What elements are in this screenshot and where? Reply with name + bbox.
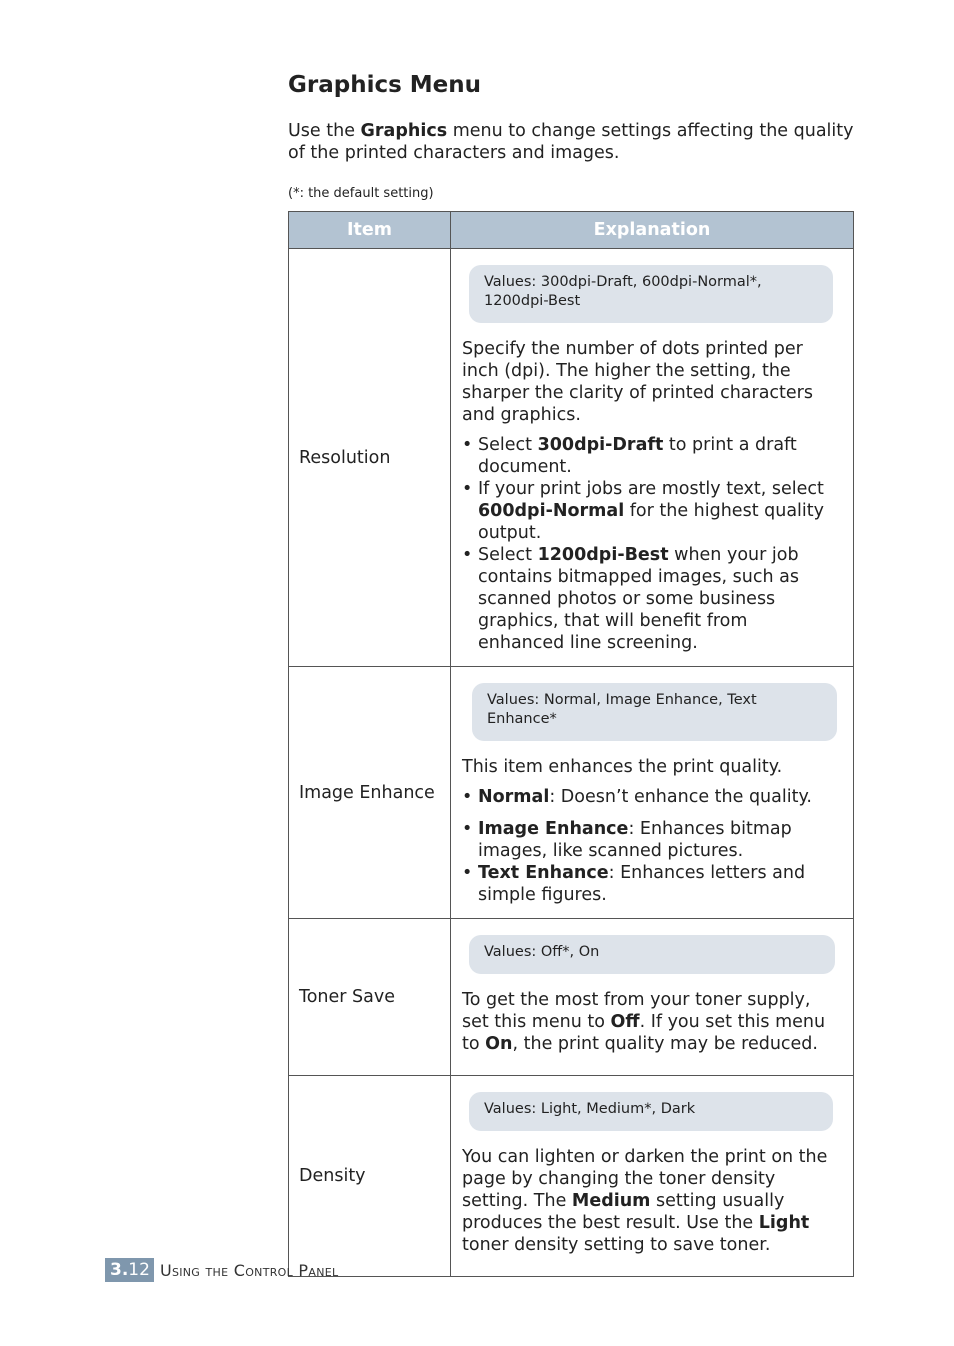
item-explanation — [451, 919, 854, 1076]
description: You can lighten or darken the print on the page by changing the toner density setting. The Medium setting usually produces the best result. Use the Light toner density setting to save toner. — [462, 1147, 828, 1255]
list-item: • If your print jobs are mostly text, select 600dpi-Normal for the highest quality output. — [462, 478, 839, 544]
intro-paragraph: Use the Graphics menu to change settings affecting the quality of the printed characters and images. — [288, 121, 854, 163]
list-item: • Normal: Doesn’t enhance the quality. — [462, 786, 839, 808]
table-row-image-enhance — [289, 667, 854, 919]
page-title: Graphics Menu — [288, 72, 482, 98]
page-number: 3.12 — [105, 1258, 154, 1282]
item-label: Density — [289, 1076, 451, 1277]
description: This item enhances the print quality. — [462, 757, 783, 777]
item-label: Image Enhance — [289, 667, 451, 919]
item-explanation — [451, 249, 854, 667]
header-item: Item — [289, 212, 451, 249]
table-row-density — [289, 1076, 854, 1277]
description: Specify the number of dots printed per inch (dpi). The higher the setting, the sharper the clarity of printed characters and graphics. — [462, 339, 813, 425]
values-box: Values: Off*, On — [469, 935, 835, 974]
values-box: Values: Normal, Image Enhance, Text Enhance* — [472, 683, 837, 741]
list-item: • Select 300dpi-Draft to print a draft document. — [462, 434, 839, 478]
option-list — [462, 786, 839, 906]
page-content — [288, 72, 854, 1277]
page-footer — [105, 1258, 338, 1282]
list-item: • Text Enhance: Enhances letters and simple figures. — [462, 862, 839, 906]
default-setting-note: (*: the default setting) — [288, 186, 434, 201]
table-row-toner-save — [289, 919, 854, 1076]
item-explanation — [451, 667, 854, 919]
values-box: Values: Light, Medium*, Dark — [469, 1092, 833, 1131]
description: To get the most from your toner supply, set this menu to Off. If you set this menu to On, the print quality may be reduced. — [462, 990, 826, 1054]
list-item: • Image Enhance: Enhances bitmap images, like scanned pictures. — [462, 818, 839, 862]
table-row-resolution — [289, 249, 854, 667]
table-header-row — [289, 212, 854, 249]
values-box: Values: 300dpi-Draft, 600dpi-Normal*, 1200dpi-Best — [469, 265, 833, 323]
chapter-title: Using the Control Panel — [159, 1260, 339, 1280]
item-label: Resolution — [289, 249, 451, 667]
item-explanation — [451, 1076, 854, 1277]
graphics-menu-table — [288, 211, 854, 1277]
list-item: • Select 1200dpi-Best when your job contains bitmapped images, such as scanned photos or some business graphics, that will benefit from enhanced line screening. — [462, 544, 839, 654]
header-explanation: Explanation — [451, 212, 854, 249]
item-label: Toner Save — [289, 919, 451, 1076]
option-list — [462, 434, 839, 654]
